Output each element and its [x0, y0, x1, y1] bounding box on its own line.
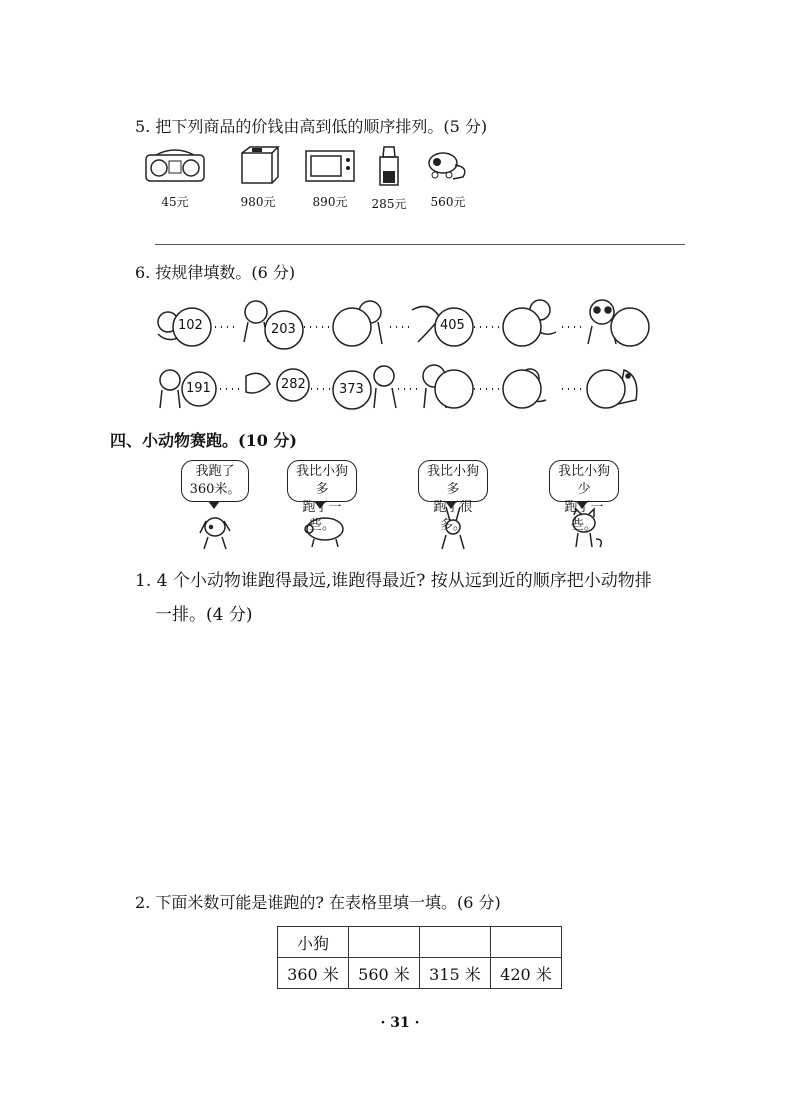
section-4-title: 四、小动物赛跑。(10 分): [110, 431, 297, 450]
question-6-title: 6. 按规律填数。(6 分): [135, 263, 296, 282]
rabbit-icon: [442, 507, 464, 549]
animal-icons-row2: [160, 365, 637, 408]
price-label: 560元: [430, 195, 466, 209]
table-cell: 420 米: [491, 958, 562, 989]
sequence-value: 373: [339, 382, 364, 397]
table-cell: 小狗: [278, 927, 349, 958]
cat-icon: [573, 509, 601, 547]
sequence-value: 405: [440, 318, 465, 333]
speech-bubble-pig: [287, 460, 357, 533]
table-cell: 360 米: [278, 958, 349, 989]
speech-bubble-rabbit: [418, 460, 488, 533]
bubble-text: 跑了一些。: [302, 500, 342, 533]
question-1-text-cont: 一排。(4 分): [155, 605, 253, 625]
speech-bubble-cat: [549, 460, 619, 533]
animal-icons-row1: [158, 300, 616, 344]
sequence-value: 191: [186, 381, 211, 396]
table-row: [278, 958, 562, 989]
table-cell-blank[interactable]: [349, 927, 420, 958]
bubble-text: 我跑了: [195, 464, 235, 479]
table-row: [278, 927, 562, 958]
sequence-value: 203: [271, 322, 296, 337]
pig-icon: [305, 518, 343, 547]
price-label: 980元: [240, 195, 276, 209]
sequence-value: 102: [178, 318, 203, 333]
table-cell: 315 米: [420, 958, 491, 989]
page-number: · 31 ·: [380, 1015, 420, 1031]
sequence-drawing: [0, 0, 800, 420]
bubble-text: 我比小狗少: [557, 464, 610, 497]
bubble-text: 跑了一些。: [564, 500, 604, 533]
bubble-text: 我比小狗多: [295, 464, 348, 497]
question-5-title: 5. 把下列商品的价钱由高到低的顺序排列。(5 分): [135, 117, 488, 136]
table-cell-blank[interactable]: [491, 927, 562, 958]
bubble-text: 360米。: [189, 482, 241, 497]
table-cell: 560 米: [349, 958, 420, 989]
dog-icon: [200, 518, 230, 549]
race-animals: [0, 505, 800, 555]
speech-bubble-dog: [181, 460, 249, 502]
price-label: 45元: [161, 195, 189, 209]
question-1-text: 1. 4 个小动物谁跑得最远,谁跑得最近? 按从远到近的顺序把小动物排: [135, 571, 652, 591]
answer-table: [277, 926, 562, 989]
question-2-title: 2. 下面米数可能是谁跑的? 在表格里填一填。(6 分): [135, 893, 501, 912]
bubble-text: 我比小狗多: [426, 464, 479, 497]
price-label: 285元: [371, 197, 407, 211]
table-cell-blank[interactable]: [420, 927, 491, 958]
bubble-text: 跑了很多。: [433, 500, 473, 533]
sequence-value: 282: [281, 377, 306, 392]
price-label: 890元: [312, 195, 348, 209]
